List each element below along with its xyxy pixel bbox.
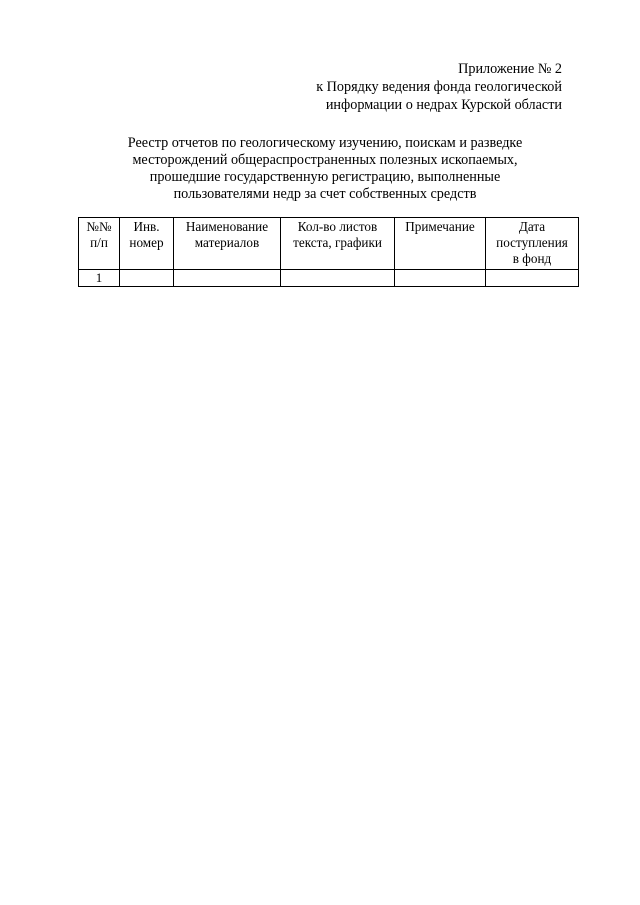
title-line: прошедшие государственную регистрацию, выполненные bbox=[149, 169, 501, 185]
title-line: Реестр отчетов по геологическому изучению, поискам и разведке bbox=[127, 135, 523, 151]
appendix-reference: к Порядку ведения фонда геологической bbox=[316, 79, 562, 95]
appendix-number: Приложение № 2 bbox=[458, 61, 562, 77]
table-cell bbox=[395, 270, 486, 287]
document-title bbox=[70, 135, 580, 203]
table-cell bbox=[281, 270, 395, 287]
column-header-number: №№ п/п bbox=[79, 218, 120, 270]
column-header-sheet-count: Кол-во листов текста, графики bbox=[281, 218, 395, 270]
column-header-note: Примечание bbox=[395, 218, 486, 270]
table-cell bbox=[174, 270, 281, 287]
column-header-material-name: Наименование материалов bbox=[174, 218, 281, 270]
column-header-receipt-date: Дата поступления в фонд bbox=[486, 218, 579, 270]
registry-table bbox=[78, 217, 579, 287]
table-cell bbox=[120, 270, 174, 287]
title-line: месторождений общераспространенных полезных ископаемых, bbox=[132, 152, 518, 168]
column-header-inventory: Инв. номер bbox=[120, 218, 174, 270]
table-cell: 1 bbox=[79, 270, 120, 287]
appendix-header bbox=[232, 60, 562, 114]
table-cell bbox=[486, 270, 579, 287]
title-line: пользователями недр за счет собственных средств bbox=[173, 186, 477, 202]
table-header-row bbox=[79, 218, 579, 270]
appendix-region: информации о недрах Курской области bbox=[325, 97, 562, 113]
table-row bbox=[79, 270, 579, 287]
